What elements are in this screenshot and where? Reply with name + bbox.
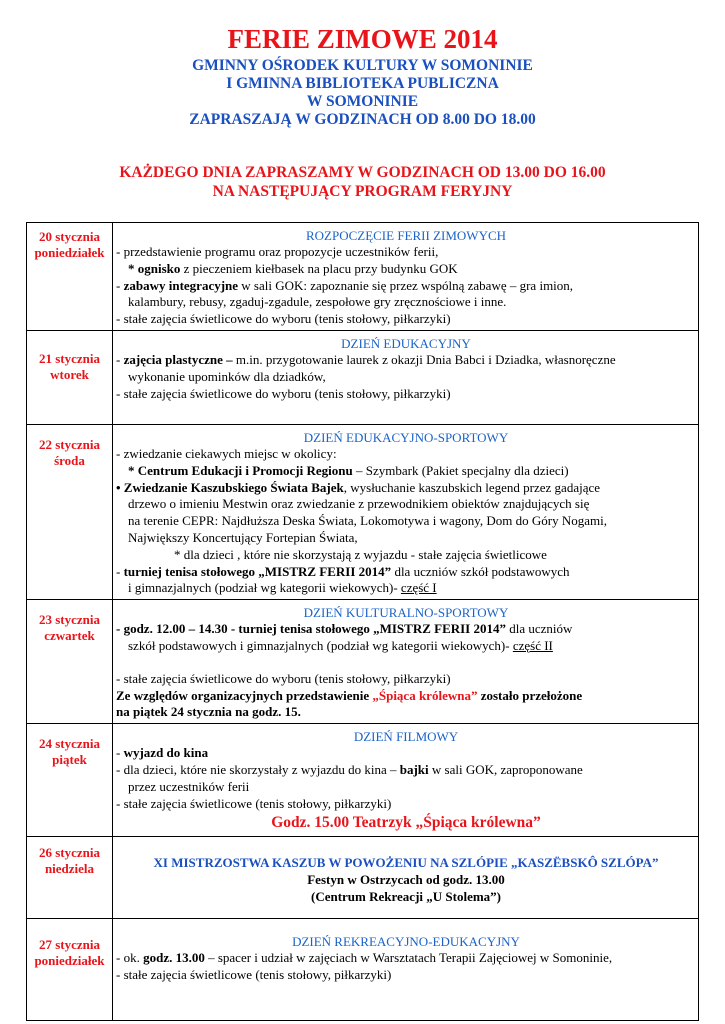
day-cell xyxy=(27,919,113,1021)
schedule-row xyxy=(27,330,699,424)
program-line: Największy Koncertujący Fortepian Świata, xyxy=(128,529,358,545)
day-date: 22 stycznia xyxy=(38,436,101,452)
program-line: - zajęcia plastyczne – m.in. przygotowanie laurek z okazji Dnia Babci i Dziadka, własnoręczne xyxy=(116,351,616,367)
schedule-row xyxy=(27,424,699,599)
schedule-row xyxy=(27,837,699,919)
day-program xyxy=(113,223,699,331)
day-date: 27 stycznia xyxy=(38,937,101,953)
organizer-hours-line: ZAPRASZAJĄ W GODZINACH OD 8.00 DO 18.00 xyxy=(189,111,536,128)
program-line: - stałe zajęcia świetlicowe (tenis stołowy, piłkarzyki) xyxy=(116,795,392,811)
program-line: - ok. godz. 13.00 – spacer i udział w zajęciach w Warsztatach Terapii Zajęciowej w Somoninie, xyxy=(116,950,613,966)
day-weekday: poniedziałek xyxy=(34,953,105,969)
day-program xyxy=(113,919,699,1021)
day-date: 20 stycznia xyxy=(38,229,101,244)
program-line: przez uczestników ferii xyxy=(128,778,250,794)
program-line: Festyn w Ostrzycach od godz. 13.00 xyxy=(307,872,505,888)
schedule-row xyxy=(27,600,699,724)
program-line: Ze względów organizacyjnych przedstawienie „Śpiąca królewna” zostało przełożone xyxy=(116,687,583,703)
program-line: - zabawy integracyjne w sali GOK: zapoznanie się przez wspólną zabawę – gra imion, xyxy=(116,277,574,293)
day-program xyxy=(113,837,699,919)
day-date: 23 stycznia xyxy=(38,612,101,628)
program-line: - stałe zajęcia świetlicowe do wyboru (tenis stołowy, piłkarzyki) xyxy=(116,670,451,686)
program-line: * Centrum Edukacji i Promocji Regionu – Szymbark (Pakiet specjalny dla dzieci) xyxy=(128,462,569,478)
day-cell xyxy=(27,600,113,724)
day-cell xyxy=(27,724,113,837)
poster-title: FERIE ZIMOWE 2014 xyxy=(227,24,498,54)
schedule-row xyxy=(27,919,699,1021)
day-program xyxy=(113,330,699,424)
program-line: - turniej tenisa stołowego „MISTRZ FERII 2014” dla uczniów szkół podstawowych xyxy=(116,563,570,579)
program-line: (Centrum Rekreacji „U Stolema”) xyxy=(310,888,502,904)
program-line: - zwiedzanie ciekawych miejsc w okolicy: xyxy=(116,445,337,461)
day-program xyxy=(113,724,699,837)
organizer-line: W SOMONINIE xyxy=(306,93,419,110)
day-weekday: poniedziałek xyxy=(34,245,105,260)
schedule-table xyxy=(26,222,699,1021)
day-weekday: niedziela xyxy=(44,861,95,877)
program-line: - stałe zajęcia świetlicowe (tenis stołowy, piłkarzyki) xyxy=(116,967,392,983)
day-cell xyxy=(27,424,113,599)
schedule-row xyxy=(27,223,699,331)
program-line: - stałe zajęcia świetlicowe do wyboru (tenis stołowy, piłkarzyki) xyxy=(116,385,451,401)
day-program xyxy=(113,424,699,599)
program-line: - dla dzieci, które nie skorzystały z wyjazdu do kina – bajki w sali GOK, zaproponowane xyxy=(116,761,583,777)
day-cell xyxy=(27,223,113,331)
day-program xyxy=(113,600,699,724)
program-line: * dla dzieci , które nie skorzystają z wyjazdu - stałe zajęcia świetlicowe xyxy=(174,546,547,562)
day-title: ROZPOCZĘCIE FERII ZIMOWYCH xyxy=(305,228,507,243)
program-line: - godz. 12.00 – 14.30 - turniej tenisa stołowego „MISTRZ FERII 2014” dla uczniów xyxy=(116,621,573,637)
program-line: i gimnazjalnych (podział wg kategorii wiekowych)- część I xyxy=(128,580,437,596)
day-title: XI MISTRZOSTWA KASZUB W POWOŻENIU NA SZLÓPIE „KASZËBSKÔ SZLÓPA” xyxy=(153,855,659,871)
day-cell xyxy=(27,837,113,919)
day-weekday: wtorek xyxy=(50,366,89,382)
program-line: • Zwiedzanie Kaszubskiego Świata Bajek, wysłuchanie kaszubskich legend przez gadające xyxy=(116,479,601,495)
organizer-line: I GMINNA BIBLIOTEKA PUBLICZNA xyxy=(226,75,499,92)
day-weekday: czwartek xyxy=(44,628,95,644)
organizer-block xyxy=(0,57,725,129)
day-title: DZIEŃ EDUKACYJNO-SPORTOWY xyxy=(303,429,509,445)
organizer-line: GMINNY OŚRODEK KULTURY W SOMONINIE xyxy=(192,57,533,74)
program-line: drzewo o imieniu Mestwin oraz zwiedzanie z przewodnikiem obiektów znajdujących się xyxy=(128,496,590,512)
day-date: 24 stycznia xyxy=(38,736,101,752)
program-line: * ognisko z pieczeniem kiełbasek na placu przy budynku GOK xyxy=(128,260,458,276)
daily-program-heading: KAŻDEGO DNIA ZAPRASZAMY W GODZINACH OD 13.00 DO 16.00 NA NASTĘPUJĄCY PROGRAM FERYJNY xyxy=(119,164,606,200)
day-date: 21 stycznia xyxy=(38,350,101,366)
day-title: DZIEŃ EDUKACYJNY xyxy=(341,335,471,351)
day-cell xyxy=(27,330,113,424)
day-date: 26 stycznia xyxy=(38,845,101,861)
program-line: wykonanie upominków dla dziadków, xyxy=(128,368,326,384)
program-line: kalambury, rebusy, zgaduj-zgadule, zespołowe gry zręcznościowe i inne. xyxy=(128,294,507,310)
day-title: DZIEŃ FILMOWY xyxy=(353,729,459,745)
day-title: DZIEŃ KULTURALNO-SPORTOWY xyxy=(303,605,509,621)
program-line: - wyjazd do kina xyxy=(116,745,209,761)
program-line: szkół podstawowych i gimnazjalnych (podział wg kategorii wiekowych)- część II xyxy=(128,637,553,653)
day-weekday: środa xyxy=(54,452,85,468)
program-line: na piątek 24 stycznia na godz. 15. xyxy=(116,704,301,720)
day-weekday: piątek xyxy=(52,752,87,768)
program-line: - stałe zajęcia świetlicowe do wyboru (tenis stołowy, piłkarzyki) xyxy=(116,311,451,327)
program-line: na terenie CEPR: Najdłuższa Deska Świata, Lokomotywa i wagony, Dom do Góry Nogami, xyxy=(128,513,607,529)
day-title: DZIEŃ REKREACYJNO-EDUKACYJNY xyxy=(292,934,520,950)
schedule-row xyxy=(27,724,699,837)
theatre-announcement: Godz. 15.00 Teatrzyk „Śpiąca królewna” xyxy=(271,814,541,832)
program-line: - przedstawienie programu oraz propozycje uczestników ferii, xyxy=(116,244,439,259)
